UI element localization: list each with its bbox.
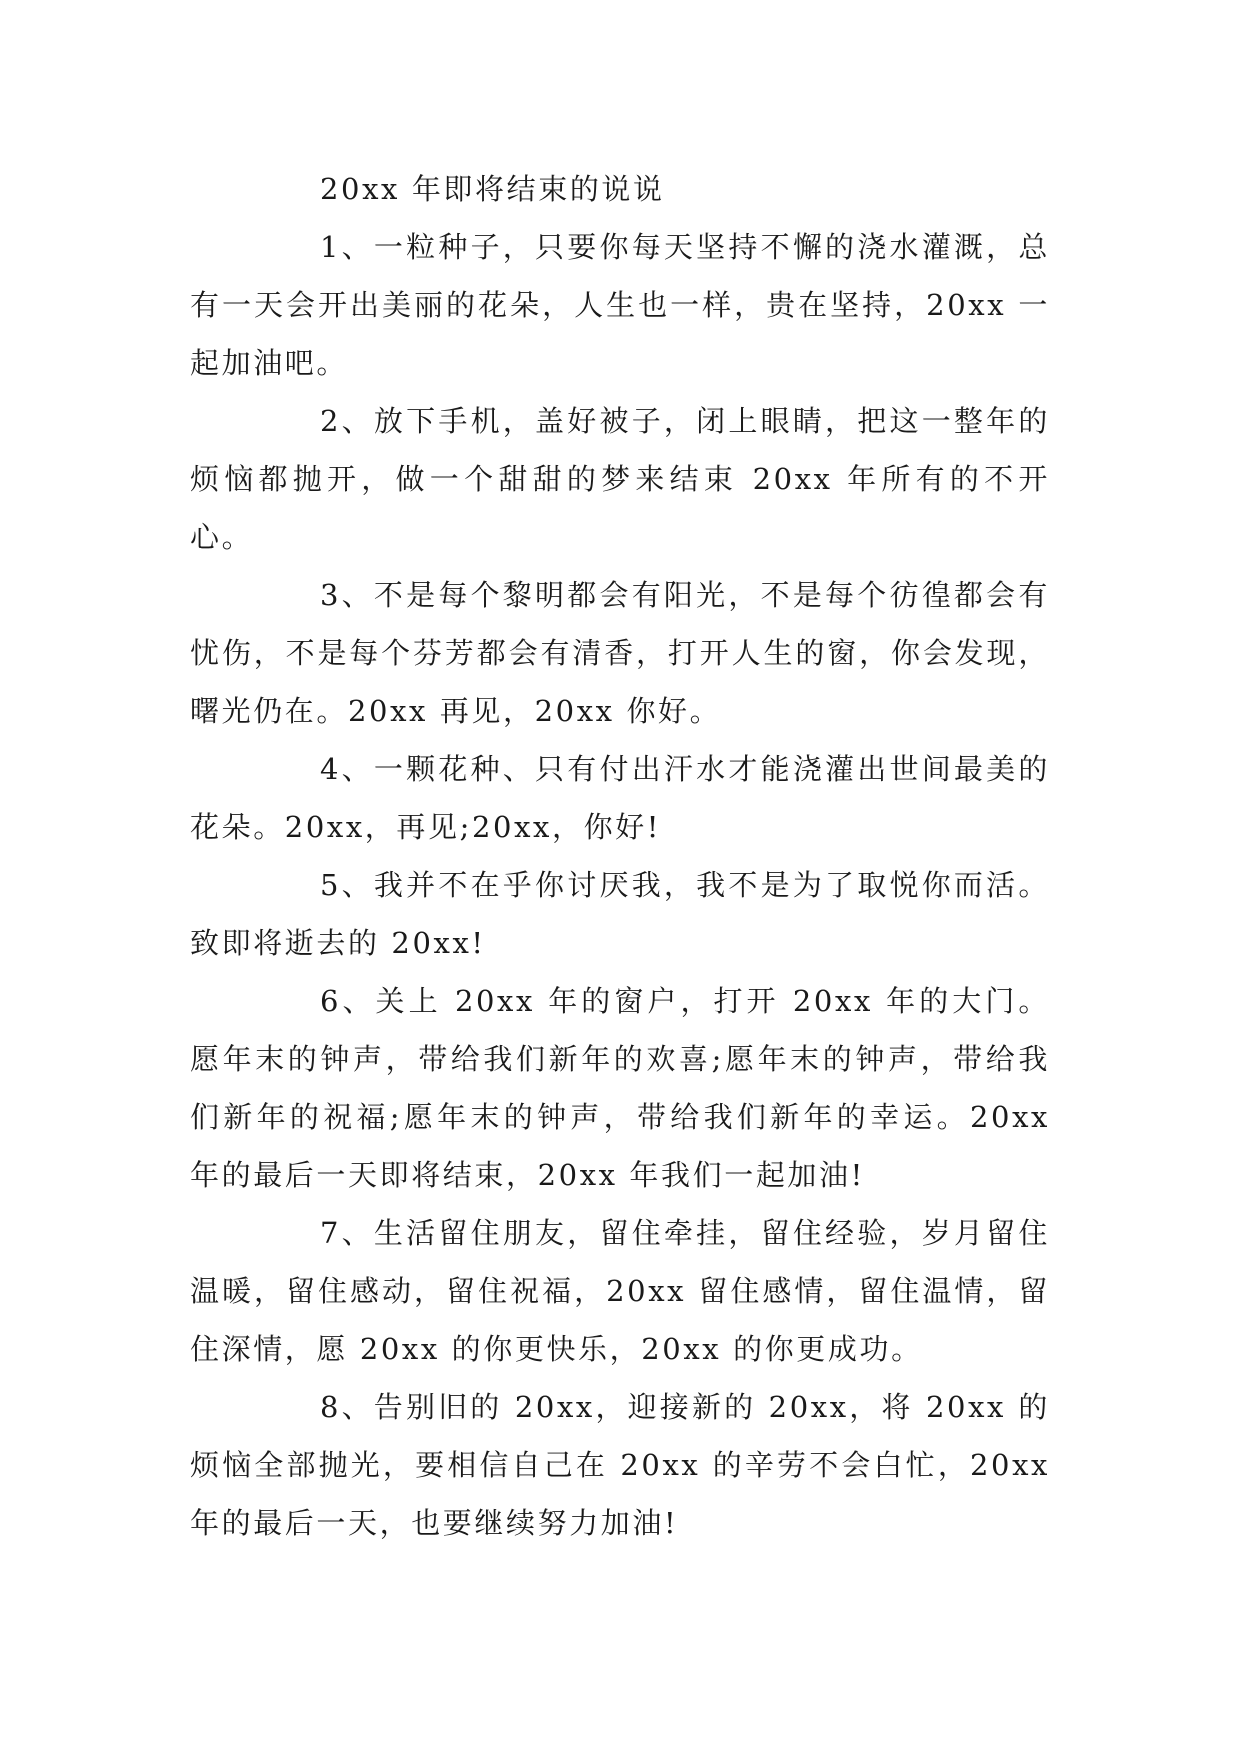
paragraph-3: 3、不是每个黎明都会有阳光，不是每个彷徨都会有忧伤，不是每个芬芳都会有清香，打开人生的窗，你会发现，曙光仍在。20xx 再见，20xx 你好。 xyxy=(190,578,1050,728)
paragraph-6: 6、关上 20xx 年的窗户，打开 20xx 年的大门。愿年末的钟声，带给我们新年的欢喜;愿年末的钟声，带给我们新年的祝福;愿年末的钟声，带给我们新年的幸运。20xx 年的最后一天即将结束，20xx 年我们一起加油! xyxy=(190,984,1050,1192)
paragraph-8: 8、告别旧的 20xx，迎接新的 20xx，将 20xx 的烦恼全部抛光，要相信自己在 20xx 的辛劳不会白忙，20xx 年的最后一天，也要继续努力加油! xyxy=(190,1390,1050,1540)
paragraph-2: 2、放下手机，盖好被子，闭上眼睛，把这一整年的烦恼都抛开，做一个甜甜的梦来结束 20xx 年所有的不开心。 xyxy=(190,404,1050,554)
paragraph-4: 4、一颗花种、只有付出汗水才能浇灌出世间最美的花朵。20xx，再见;20xx，你好! xyxy=(190,752,1050,844)
paragraph-5: 5、我并不在乎你讨厌我，我不是为了取悦你而活。致即将逝去的 20xx! xyxy=(190,868,1050,960)
paragraph-1: 1、一粒种子，只要你每天坚持不懈的浇水灌溉，总有一天会开出美丽的花朵，人生也一样，贵在坚持，20xx 一起加油吧。 xyxy=(190,230,1050,380)
paragraph-7: 7、生活留住朋友，留住牵挂，留住经验，岁月留住温暖，留住感动，留住祝福，20xx 留住感情，留住温情，留住深情，愿 20xx 的你更快乐，20xx 的你更成功。 xyxy=(190,1216,1050,1366)
document-title: 20xx 年即将结束的说说 xyxy=(320,172,665,206)
document-body xyxy=(190,160,1050,1552)
